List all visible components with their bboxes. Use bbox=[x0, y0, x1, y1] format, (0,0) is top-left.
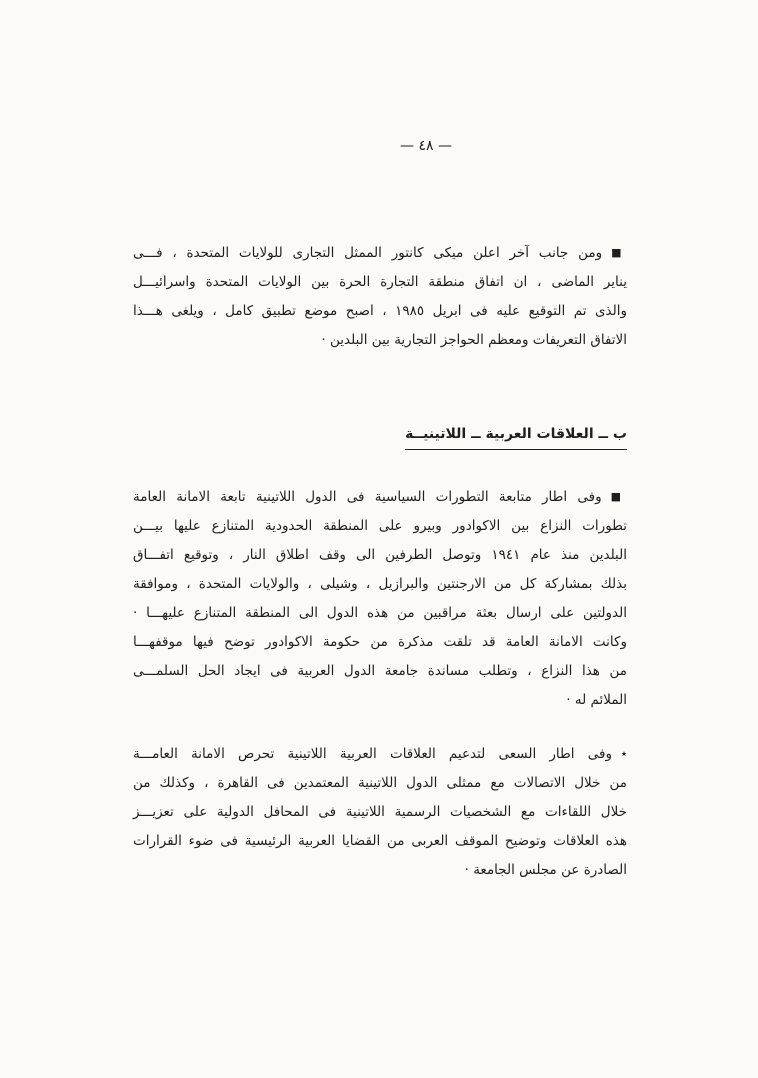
text-line: خلال اللقاءات مع الشخصيات الرسمية اللاتينية فى المحافل الدولية على تعزيـــز bbox=[133, 804, 627, 820]
page-number: — ٤٨ — bbox=[400, 138, 452, 154]
text-line: والذى تم التوقيع عليه فى ابريل ١٩٨٥ ، اصبح موضع تطبيق كامل ، ويلغى هـــذا bbox=[133, 303, 627, 319]
text-line: الدولتين على ارسال بعثة مراقبين من هذه الدول الى المنطقة المتنازع عليهـــا · bbox=[133, 605, 627, 621]
text-line: وكانت الامانة العامة قد تلقت مذكرة من حكومة الاكوادور توضح فيها موقفهـــا bbox=[133, 634, 627, 650]
bullet-icon: ■ bbox=[610, 490, 627, 503]
text-line: البلدين منذ عام ١٩٤١ وتوصل الطرفين الى وقف اطلاق النار ، وتوقيع اتفـــاق bbox=[133, 547, 627, 563]
text-line: يناير الماضى ، ان اتفاق منطقة التجارة الحرة بين الولايات المتحدة واسرائيـــل bbox=[133, 274, 627, 290]
paragraph-us-trade-agreement bbox=[133, 238, 627, 355]
text-line: الصادرة عن مجلس الجامعة · bbox=[464, 862, 627, 878]
text-line bbox=[133, 238, 627, 268]
text-line: الملائم له · bbox=[566, 692, 627, 708]
text-line-content: وفى اطار السعى لتدعيم العلاقات العربية اللاتينية تحرص الامانة العامـــة bbox=[133, 746, 612, 762]
paragraph-ecuador-peru-dispute bbox=[133, 482, 627, 715]
text-line: هذه العلاقات وتوضيح الموقف العربى من القضايا العربية الرئيسية فى ضوء القرارات bbox=[133, 833, 627, 849]
text-line: من هذا النزاع ، وتطلب مساندة جامعة الدول العربية فى ايجاد الحل السلمـــى bbox=[133, 663, 627, 679]
text-line: من خلال الاتصالات مع ممثلى الدول اللاتينية المعتمدين فى القاهرة ، وكذلك من bbox=[133, 775, 627, 791]
document-content bbox=[133, 238, 627, 885]
bullet-icon: ٭ bbox=[621, 747, 627, 760]
text-line-content: ومن جانب آخر اعلن ميكى كانتور الممثل التجارى للولايات المتحدة ، فـــى bbox=[133, 245, 603, 261]
text-line bbox=[133, 739, 627, 769]
bullet-icon: ■ bbox=[611, 246, 627, 259]
section-heading: ب ــ العلاقات العربية ــ اللاتينيــة bbox=[405, 425, 627, 450]
text-line: بذلك بمشاركة كل من الارجنتين والبرازيل ، وشيلى ، والولايات المتحدة ، وموافقة bbox=[133, 576, 627, 592]
section-heading-wrap bbox=[133, 420, 627, 450]
text-line bbox=[133, 482, 627, 512]
paragraph-arab-latin-relations bbox=[133, 739, 627, 885]
text-line: تطورات النزاع بين الاكوادور وبيرو على المنطقة الحدودية المتنازع عليها بيـــن bbox=[133, 518, 627, 534]
text-line: الاتفاق التعريفات ومعظم الحواجز التجارية بين البلدين · bbox=[321, 332, 627, 348]
text-line-content: وفى اطار متابعة التطورات السياسية فى الدول اللاتينية تابعة الامانة العامة bbox=[133, 489, 602, 505]
